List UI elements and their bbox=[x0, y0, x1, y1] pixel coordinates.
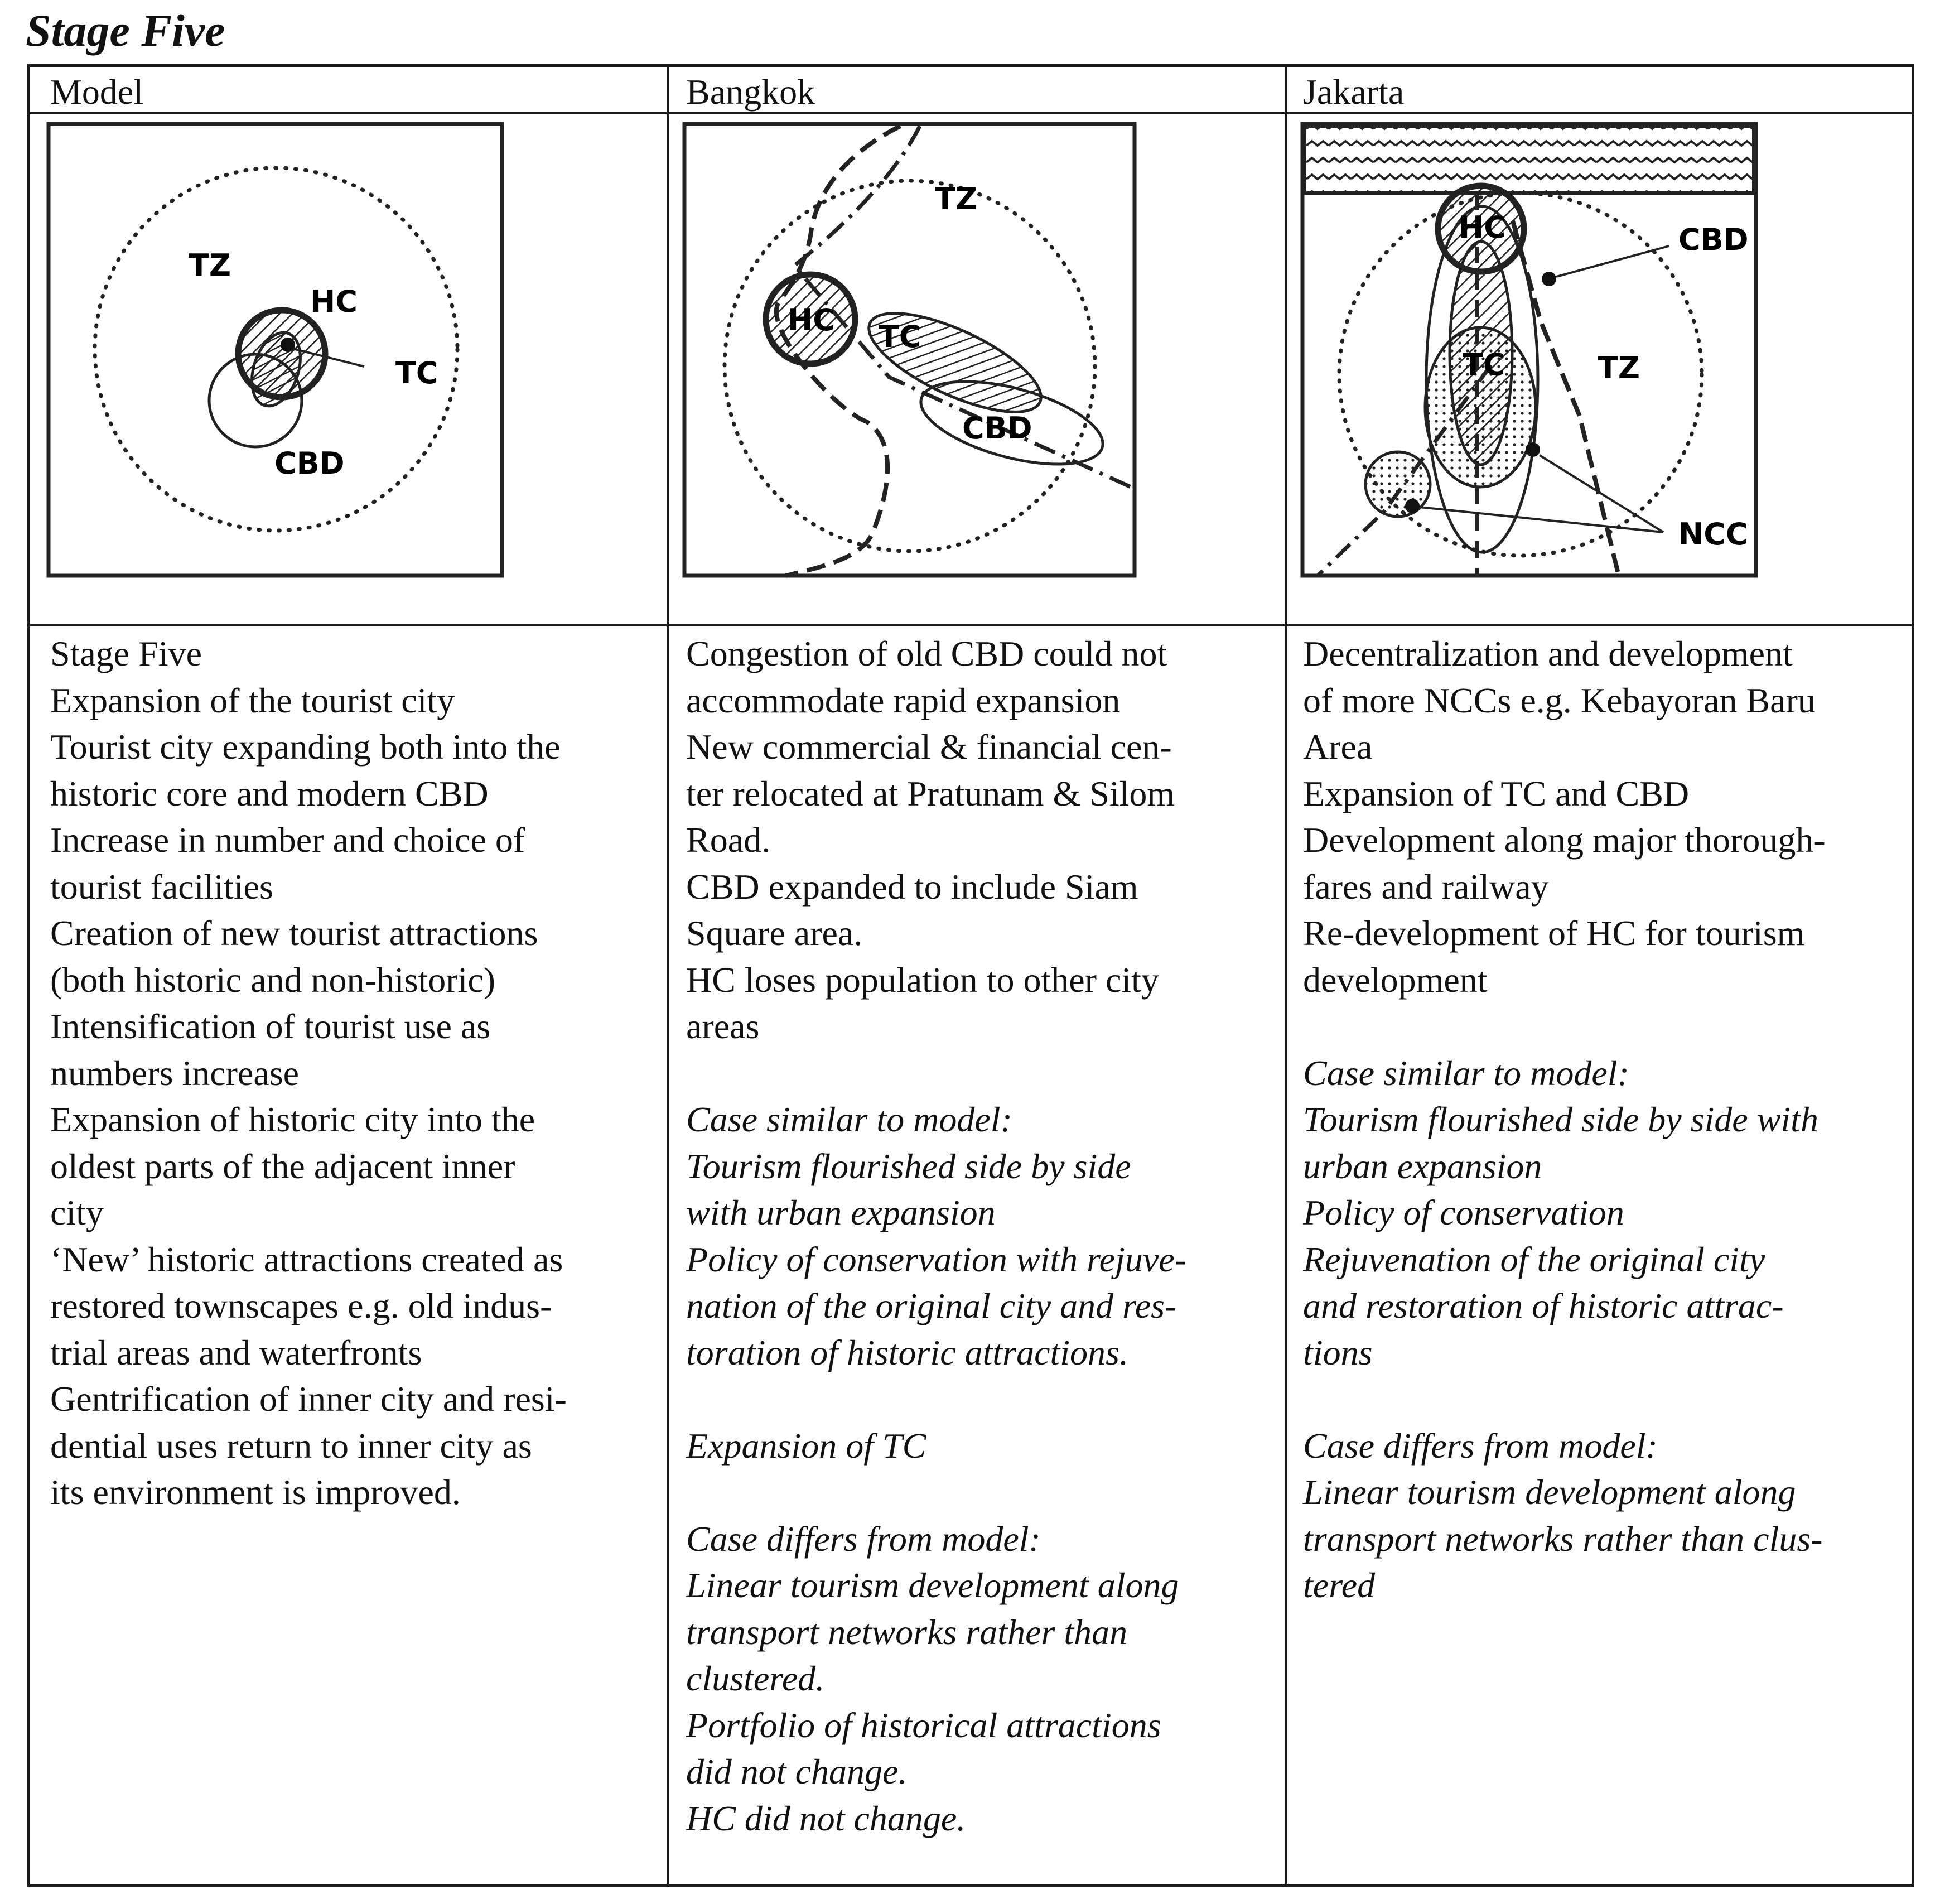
cbd-leader-line bbox=[1556, 246, 1669, 277]
description-line bbox=[1303, 1003, 1826, 1050]
description-line: Case differs from model: bbox=[686, 1519, 1041, 1559]
description-line: Increase in number and choice of bbox=[50, 820, 525, 860]
description-line: Tourism flourished side by side bbox=[686, 1146, 1131, 1186]
description-line: Intensification of tourist use as bbox=[50, 1006, 491, 1046]
description-line: Case similar to model: bbox=[686, 1100, 1012, 1139]
description-line: clustered. bbox=[686, 1659, 825, 1698]
label-tz: TZ bbox=[189, 248, 231, 283]
description-line: toration of historic attractions. bbox=[686, 1332, 1128, 1372]
label-hc: HC bbox=[310, 284, 358, 319]
description-line: dential uses return to inner city as bbox=[50, 1425, 532, 1466]
description-line: New commercial & financial cen- bbox=[686, 727, 1172, 767]
description-jakarta bbox=[1303, 630, 1826, 1609]
description-line: HC did not change. bbox=[686, 1798, 966, 1838]
model-diagram bbox=[30, 120, 616, 673]
description-line: Expansion of the tourist city bbox=[50, 680, 455, 720]
description-model bbox=[50, 630, 567, 1516]
description-line: Development along major thorough- bbox=[1303, 820, 1826, 860]
description-line bbox=[686, 1469, 1186, 1516]
description-line: HC loses population to other city bbox=[686, 960, 1159, 1000]
description-line: development bbox=[1303, 960, 1488, 1000]
description-line: CBD expanded to include Siam bbox=[686, 866, 1138, 907]
label-ncc: NCC bbox=[1678, 517, 1748, 552]
description-line: Tourism flourished side by side with bbox=[1303, 1100, 1818, 1139]
description-line: Re-development of HC for tourism bbox=[1303, 913, 1805, 953]
ncc-node bbox=[1526, 442, 1540, 457]
header-row-divider bbox=[30, 112, 1912, 114]
description-line: Tourist city expanding both into the bbox=[50, 727, 561, 767]
description-line: city bbox=[50, 1193, 104, 1232]
description-line: Expansion of TC bbox=[686, 1425, 926, 1466]
description-line: oldest parts of the adjacent inner bbox=[50, 1146, 515, 1186]
description-line: tered bbox=[1303, 1565, 1376, 1605]
description-line: ter relocated at Pratunam & Silom bbox=[686, 773, 1175, 813]
description-line: Portfolio of historical attractions bbox=[686, 1705, 1161, 1745]
description-line: nation of the original city and res- bbox=[686, 1286, 1177, 1325]
description-line: Linear tourism development along bbox=[1303, 1472, 1796, 1512]
description-line: Case similar to model: bbox=[1303, 1053, 1629, 1093]
label-cbd: CBD bbox=[962, 411, 1032, 446]
label-tc: TC bbox=[1463, 347, 1505, 382]
label-tz: TZ bbox=[1598, 350, 1640, 385]
label-tz: TZ bbox=[935, 181, 977, 216]
description-line: trial areas and waterfronts bbox=[50, 1332, 422, 1372]
description-line: numbers increase bbox=[50, 1053, 300, 1093]
description-line: accommodate rapid expansion bbox=[686, 680, 1121, 720]
comparison-table bbox=[27, 64, 1914, 1887]
description-line: Congestion of old CBD could not bbox=[686, 634, 1167, 673]
description-line: did not change. bbox=[686, 1752, 908, 1791]
description-line: tions bbox=[1303, 1332, 1373, 1372]
cbd-node bbox=[1542, 272, 1556, 286]
description-line: Stage Five bbox=[50, 634, 202, 673]
description-line bbox=[1303, 1376, 1826, 1423]
description-line: (both historic and non-historic) bbox=[50, 960, 496, 1000]
description-line bbox=[686, 1376, 1186, 1423]
label-tc: TC bbox=[879, 319, 921, 354]
label-hc: HC bbox=[1459, 210, 1506, 245]
description-line: of more NCCs e.g. Kebayoran Baru bbox=[1303, 680, 1816, 720]
label-cbd: CBD bbox=[1678, 222, 1749, 257]
description-line: Rejuvenation of the original city bbox=[1303, 1239, 1765, 1279]
description-line: restored townscapes e.g. old indus- bbox=[50, 1286, 552, 1325]
description-line: Policy of conservation with rejuve- bbox=[686, 1239, 1186, 1279]
description-line: and restoration of historic attrac- bbox=[1303, 1286, 1784, 1325]
description-line: ‘New’ historic attractions created as bbox=[50, 1239, 563, 1279]
label-tc: TC bbox=[395, 355, 438, 391]
description-line: urban expansion bbox=[1303, 1146, 1542, 1186]
description-line: Policy of conservation bbox=[1303, 1193, 1624, 1232]
label-hc: HC bbox=[788, 302, 835, 338]
description-line: Square area. bbox=[686, 913, 863, 953]
description-line: Case differs from model: bbox=[1303, 1425, 1658, 1466]
description-line: transport networks rather than bbox=[686, 1612, 1128, 1652]
page-title: Stage Five bbox=[26, 5, 225, 56]
column-header-jakarta: Jakarta bbox=[1303, 72, 1405, 112]
description-line: Road. bbox=[686, 820, 771, 860]
description-line bbox=[686, 1050, 1186, 1097]
tc-node bbox=[281, 338, 295, 352]
description-line: Area bbox=[1303, 727, 1373, 767]
column-header-bangkok: Bangkok bbox=[686, 72, 815, 112]
description-bangkok bbox=[686, 630, 1186, 1842]
description-line: tourist facilities bbox=[50, 866, 273, 907]
bangkok-diagram bbox=[666, 120, 1252, 673]
sea-area bbox=[1305, 126, 1754, 193]
description-line: transport networks rather than clus- bbox=[1303, 1519, 1823, 1559]
description-line: areas bbox=[686, 1006, 760, 1046]
jakarta-diagram bbox=[1284, 120, 1870, 673]
description-line: historic core and modern CBD bbox=[50, 773, 489, 813]
description-line: Expansion of historic city into the bbox=[50, 1100, 535, 1139]
description-line: Expansion of TC and CBD bbox=[1303, 773, 1690, 813]
ncc-node bbox=[1405, 499, 1420, 513]
description-line: its environment is improved. bbox=[50, 1472, 461, 1512]
description-line: Creation of new tourist attractions bbox=[50, 913, 538, 953]
description-line: Gentrification of inner city and resi- bbox=[50, 1379, 567, 1419]
description-line: fares and railway bbox=[1303, 866, 1549, 907]
description-line: with urban expansion bbox=[686, 1193, 996, 1232]
column-header-model: Model bbox=[50, 72, 144, 112]
label-cbd: CBD bbox=[274, 446, 345, 481]
description-line: Decentralization and development bbox=[1303, 634, 1793, 673]
description-line: Linear tourism development along bbox=[686, 1565, 1179, 1605]
